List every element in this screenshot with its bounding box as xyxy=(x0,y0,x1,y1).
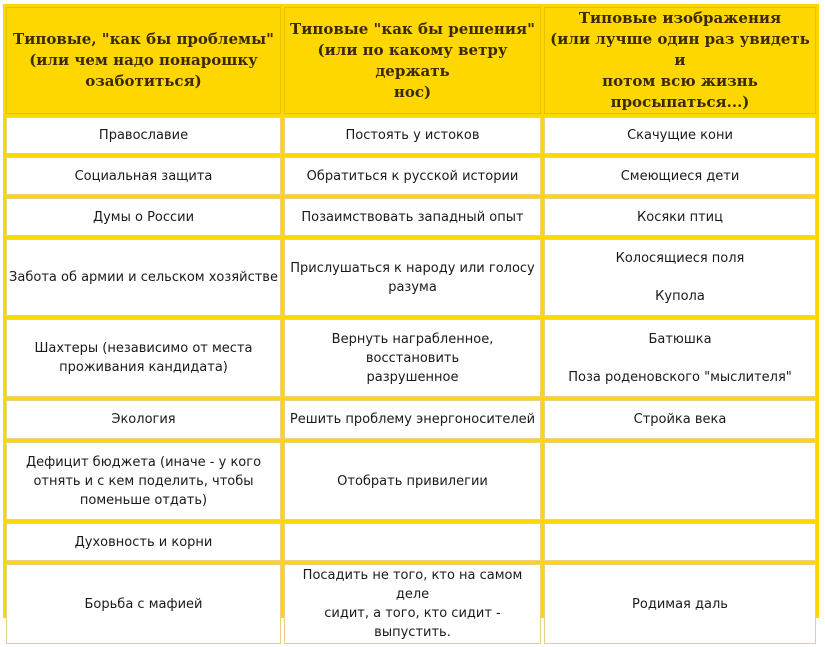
cell-text: Борьба с мафией xyxy=(84,596,203,612)
cell-text: Решить проблему энергоносителей xyxy=(289,412,536,427)
cell-problem xyxy=(6,400,281,439)
cell-text: Колосящиеся поля xyxy=(615,251,745,266)
cell-images xyxy=(544,157,816,195)
line-gap xyxy=(547,349,813,368)
cell-solution xyxy=(284,400,541,439)
cell-images xyxy=(544,117,816,154)
cell-text: Думы о России xyxy=(92,209,195,225)
cell-text: Вернуть награбленное, восстановить xyxy=(331,331,494,366)
cell-solution xyxy=(284,564,541,644)
cell-images-empty xyxy=(544,442,816,520)
cell-problem xyxy=(6,157,281,195)
table-row xyxy=(6,564,816,644)
cell-solution xyxy=(284,157,541,195)
cell-text: отнять и с кем поделить, чтобы xyxy=(33,473,254,489)
cell-solution-empty xyxy=(284,523,541,561)
cell-text: поменьше отдать) xyxy=(79,492,208,508)
cell-text: проживания кандидата) xyxy=(59,360,228,375)
cell-text: сидит, а того, кто сидит - xyxy=(324,606,501,621)
header-solutions xyxy=(284,7,541,114)
cell-text: Прислушаться к народу или голосу xyxy=(290,260,535,276)
cell-text: Купола xyxy=(655,289,705,304)
cell-images xyxy=(544,400,816,439)
table-row xyxy=(6,400,816,439)
header-line: (или по какому ветру держать xyxy=(317,40,508,80)
cell-images xyxy=(544,564,816,644)
cell-text: Посадить не того, кто на самом деле xyxy=(302,568,523,602)
cell-text: Скачущие кони xyxy=(627,128,733,143)
table-row xyxy=(6,198,816,236)
cell-text: Экология xyxy=(111,412,176,427)
cell-text: разума xyxy=(388,279,437,295)
cell-images xyxy=(544,319,816,397)
cell-solution xyxy=(284,117,541,154)
cell-problem xyxy=(6,198,281,236)
cell-problem xyxy=(6,523,281,561)
header-line: просыпаться...) xyxy=(610,93,750,111)
header-line: (или чем надо понарошку xyxy=(29,51,258,69)
header-line: Типовые изображения xyxy=(578,9,782,27)
header-line: озаботиться) xyxy=(85,72,202,90)
cell-text: Батюшка xyxy=(648,331,712,347)
header-line: нос) xyxy=(393,82,432,101)
cell-solution xyxy=(284,239,541,316)
cell-problem xyxy=(6,442,281,520)
cell-text: Социальная защита xyxy=(74,168,213,184)
cell-problem xyxy=(6,564,281,644)
table-row xyxy=(6,117,816,154)
header-problems xyxy=(6,7,281,114)
header-images xyxy=(544,7,816,114)
line-gap xyxy=(547,268,813,287)
cell-solution xyxy=(284,198,541,236)
election-clichés-table xyxy=(3,4,819,647)
cell-text: разрушенное xyxy=(366,369,459,385)
cell-text: Смеющиеся дети xyxy=(620,168,740,184)
header-line: Типовые, "как бы проблемы" xyxy=(13,30,274,48)
cell-images xyxy=(544,198,816,236)
cell-text: Духовность и корни xyxy=(74,534,213,550)
header-line: потом всю жизнь xyxy=(602,72,758,90)
cell-text: Позаимствовать западный опыт xyxy=(301,209,524,225)
cell-text: выпустить. xyxy=(374,625,451,640)
cell-solution xyxy=(284,319,541,397)
cell-text: Косяки птиц xyxy=(637,209,723,225)
cell-text: Постоять у истоков xyxy=(345,128,480,143)
cell-text: Поза роденовского "мыслителя" xyxy=(568,369,792,385)
table-row xyxy=(6,157,816,195)
table-row xyxy=(6,523,816,561)
cell-text: Стройка века xyxy=(633,412,727,427)
cell-text: Дефицит бюджета (иначе - у кого xyxy=(25,454,262,470)
cell-problem xyxy=(6,239,281,316)
cell-problem xyxy=(6,319,281,397)
cell-text: Православие xyxy=(98,128,189,143)
header-line: Типовые "как бы решения" xyxy=(290,19,535,38)
cell-text: Обратиться к русской истории xyxy=(306,168,519,184)
cell-problem xyxy=(6,117,281,154)
cell-images xyxy=(544,239,816,316)
table-row xyxy=(6,239,816,316)
cell-text: Шахтеры (независимо от места xyxy=(34,341,253,356)
cell-text: Отобрать привилегии xyxy=(337,473,488,489)
cell-text: Забота об армии и сельском хозяйстве xyxy=(9,270,278,285)
cell-text: Родимая даль xyxy=(632,596,728,612)
table-frame xyxy=(3,4,819,640)
cell-solution xyxy=(284,442,541,520)
table-row xyxy=(6,319,816,397)
table-row xyxy=(6,442,816,520)
header-row xyxy=(6,7,816,114)
cell-images-empty xyxy=(544,523,816,561)
header-line: (или лучше один раз увидеть и xyxy=(550,30,810,69)
